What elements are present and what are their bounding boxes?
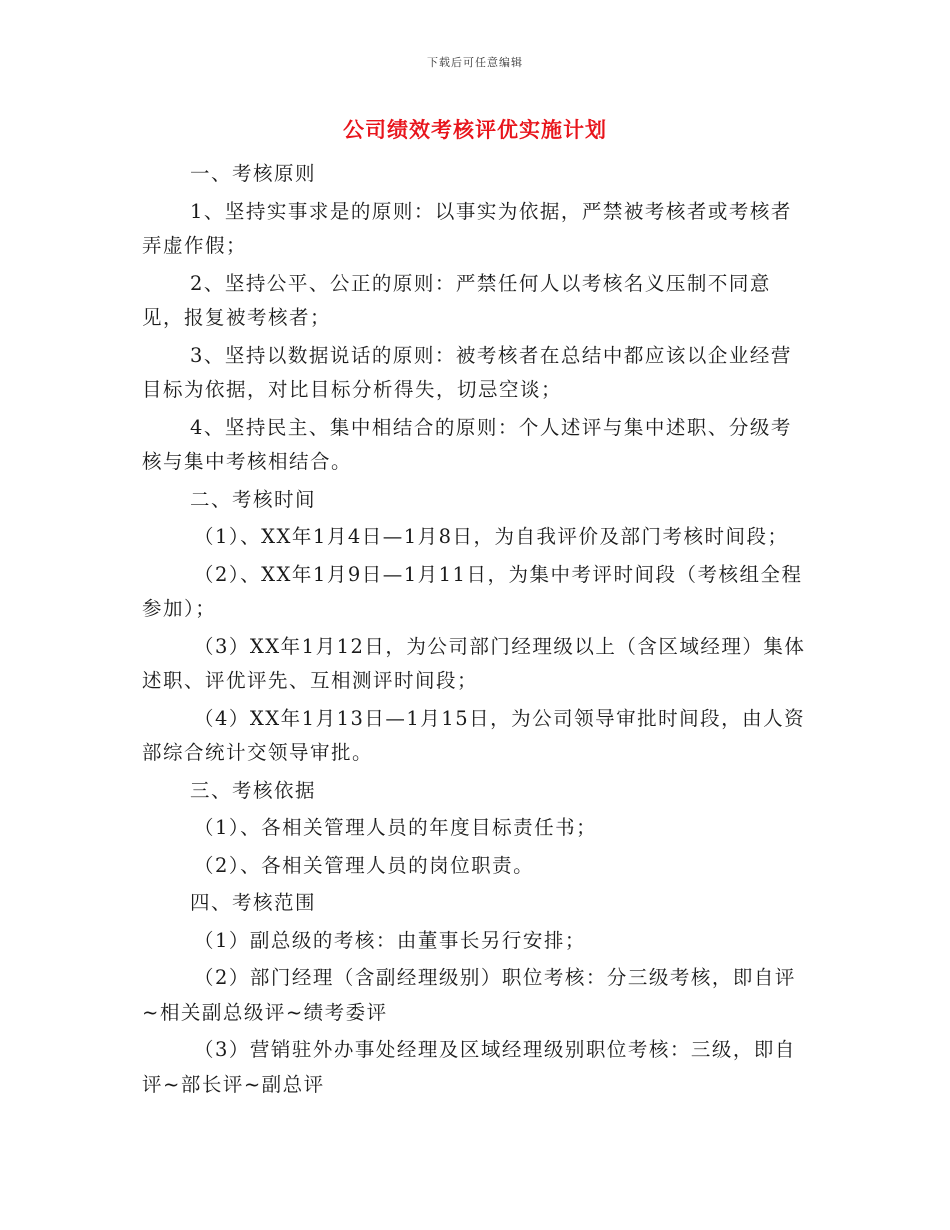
scope-item-2: （2）部门经理（含副经理级别）职位考核：分三级考核，即自评~相关副总级评~绩考委评 <box>142 966 796 1024</box>
principle-item-1: 1、坚持实事求是的原则：以事实为依据，严禁被考核者或考核者弄虚作假； <box>142 199 792 257</box>
section-heading-basis: 三、考核依据 <box>190 778 317 802</box>
section-heading-scope: 四、考核范围 <box>190 891 317 914</box>
time-item-1: （1）、XX年1月4日—1月8日，为自我评价及部门考核时间段； <box>194 525 789 548</box>
time-item-4: （4）XX年1月13日—1月15日，为公司领导审批时间段，由人资部综合统计交领导审批。 <box>142 706 806 764</box>
basis-item-2: （2）、各相关管理人员的岗位职责。 <box>194 853 535 877</box>
time-item-3: （3）XX年1月12日，为公司部门经理级以上（含区域经理）集体述职、评优评先、互相测评时间段； <box>142 634 806 692</box>
section-heading-time: 二、考核时间 <box>190 487 317 511</box>
document-title: 公司绩效考核评优实施计划 <box>343 117 607 142</box>
document-body <box>142 157 810 1105</box>
page-header-note: 下载后可任意编辑 <box>427 56 523 69</box>
scope-item-1: （1）副总级的考核：由董事长另行安排； <box>194 928 586 952</box>
principle-item-3: 3、坚持以数据说话的原则：被考核者在总结中都应该以企业经营目标为依据，对比目标分析得失，切忌空谈； <box>142 343 792 401</box>
principle-item-2: 2、坚持公平、公正的原则：严禁任何人以考核名义压制不同意见，报复被考核者； <box>142 271 771 329</box>
principle-item-4: 4、坚持民主、集中相结合的原则：个人述评与集中述职、分级考核与集中考核相结合。 <box>142 415 792 473</box>
section-heading-principles: 一、考核原则 <box>190 162 317 185</box>
time-item-2: （2）、XX年1月9日—1月11日，为集中考评时间段（考核组全程参加）； <box>142 562 803 620</box>
scope-item-3: （3）营销驻外办事处经理及区域经理级别职位考核：三级，即自评~部长评~副总评 <box>142 1038 796 1096</box>
basis-item-1: （1）、各相关管理人员的年度目标责任书； <box>194 816 598 839</box>
